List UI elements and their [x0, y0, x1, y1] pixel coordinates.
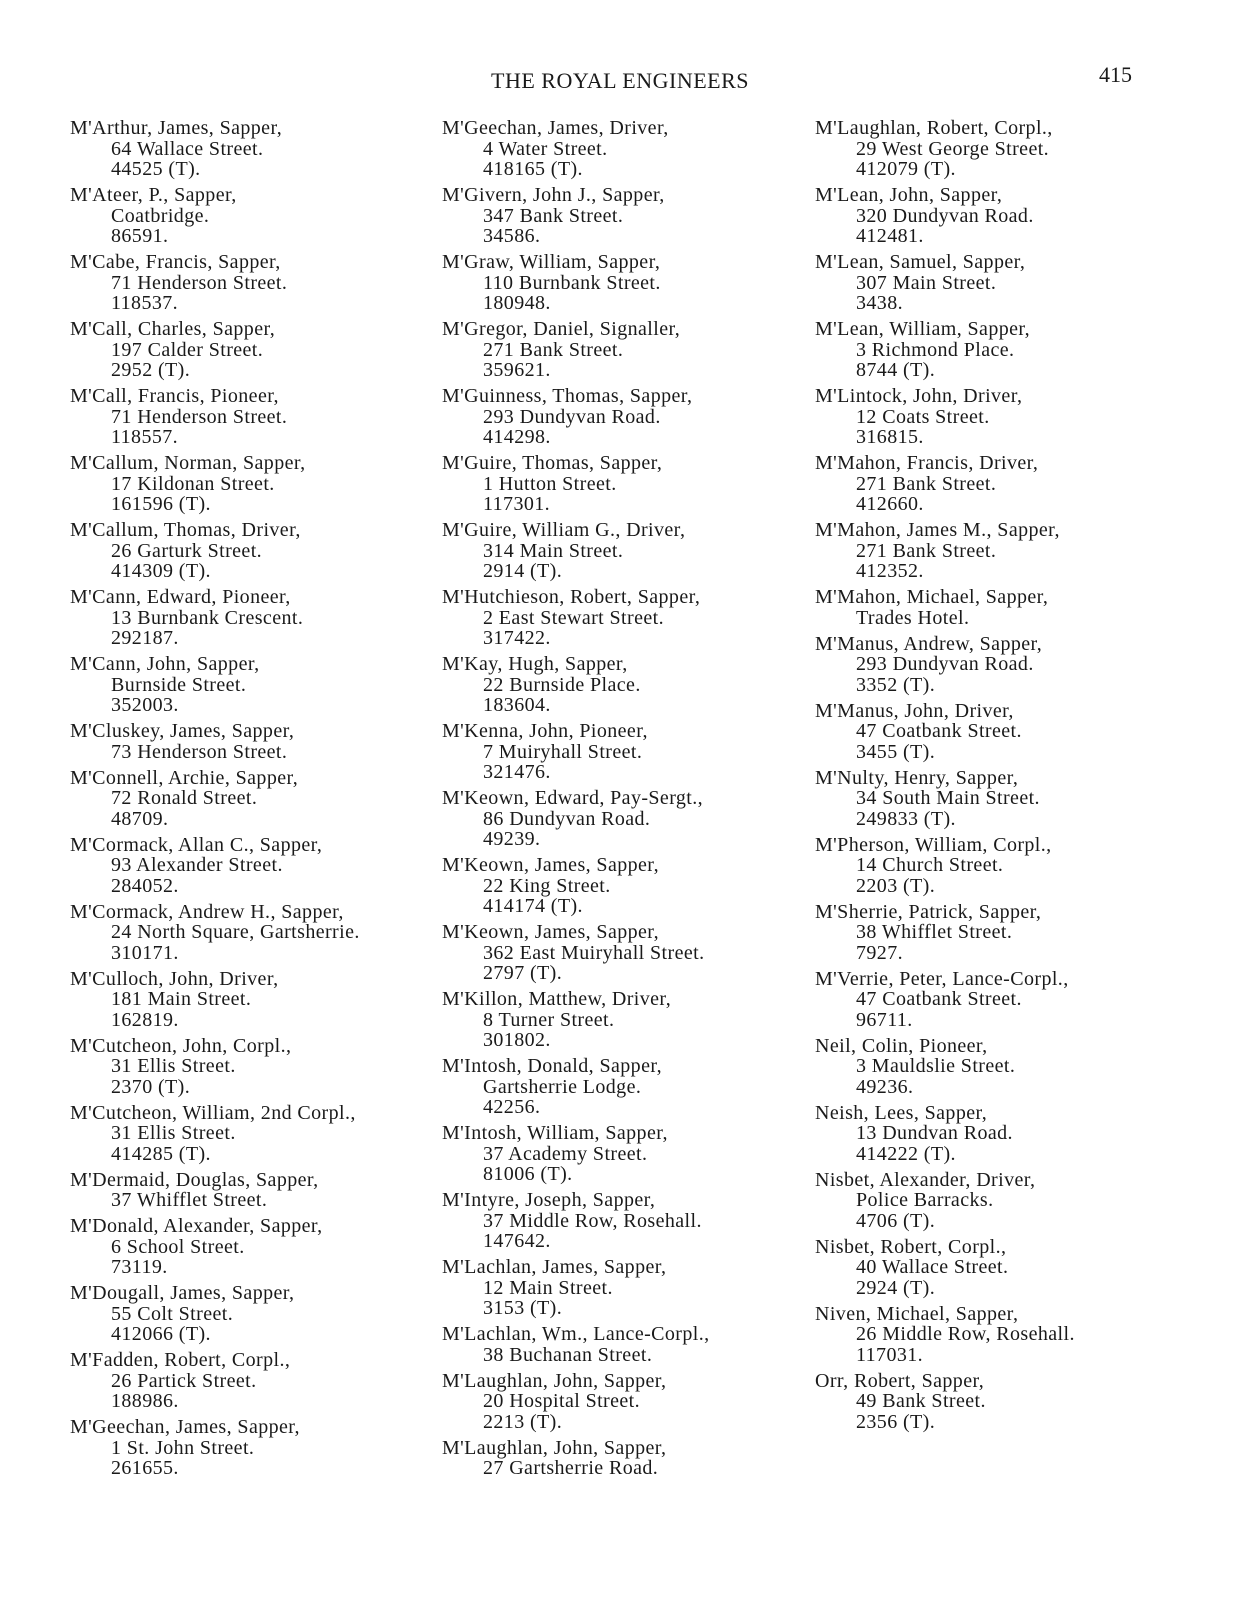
entry-name: Neish, Lees, Sapper, — [815, 1101, 988, 1124]
entry-service-number: 44525 (T). — [111, 158, 201, 180]
entry-service-number: 249833 (T). — [856, 807, 956, 830]
column-2 — [442, 118, 812, 1484]
entry-name: M'Graw, William, Sapper, — [442, 251, 661, 273]
page-number: 415 — [1099, 62, 1132, 87]
roster-entry — [442, 520, 812, 582]
entry-service-number: 414174 (T). — [483, 895, 583, 917]
entry-address: Police Barracks. — [856, 1189, 994, 1211]
entry-address: 93 Alexander Street. — [111, 854, 283, 876]
roster-entry — [815, 520, 1185, 582]
entry-name: M'Hutchieson, Robert, Sapper, — [442, 586, 701, 608]
entry-name: M'Verrie, Peter, Lance-Corpl., — [815, 967, 1069, 990]
roster-entry — [70, 252, 440, 314]
entry-service-number: 412352. — [856, 560, 924, 582]
roster-entry — [815, 835, 1185, 897]
entry-service-number: 414298. — [483, 426, 551, 448]
roster-entry — [815, 453, 1185, 515]
entry-service-number: 2924 (T). — [856, 1276, 936, 1299]
entry-address: 20 Hospital Street. — [483, 1390, 641, 1412]
entry-service-number: 7927. — [856, 941, 903, 964]
entry-name: Nisbet, Robert, Corpl., — [815, 1235, 1007, 1258]
entry-service-number: 117031. — [856, 1343, 924, 1366]
entry-service-number: 352003. — [111, 694, 179, 716]
entry-address: 34 South Main Street. — [856, 787, 1040, 809]
roster-entry — [442, 922, 812, 984]
entry-service-number: 317422. — [483, 627, 551, 649]
roster-entry — [442, 587, 812, 649]
entry-name: M'Callum, Norman, Sapper, — [70, 452, 306, 474]
roster-entry — [815, 185, 1185, 247]
entry-name: M'Guire, William G., Driver, — [442, 519, 686, 541]
roster-entry — [815, 1371, 1185, 1433]
roster-entry — [815, 118, 1185, 180]
roster-entry — [442, 386, 812, 448]
entry-service-number: 2797 (T). — [483, 962, 563, 984]
column-3 — [815, 118, 1185, 1438]
entry-service-number: 3352 (T). — [856, 673, 936, 696]
roster-entry — [442, 185, 812, 247]
roster-entry — [70, 386, 440, 448]
roster-entry — [70, 520, 440, 582]
roster-entry — [70, 587, 440, 649]
entry-address: 17 Kildonan Street. — [111, 472, 275, 495]
roster-entry — [70, 1036, 440, 1098]
entry-service-number: 34586. — [483, 225, 541, 247]
entry-address: 13 Burnbank Crescent. — [111, 606, 304, 629]
entry-name: M'Kenna, John, Pioneer, — [442, 720, 648, 742]
entry-address: 271 Bank Street. — [856, 539, 997, 562]
roster-entry — [442, 1056, 812, 1118]
roster-entry — [442, 1190, 812, 1252]
entry-address: 24 North Square, Gartsherrie. — [111, 921, 360, 943]
entry-address: Trades Hotel. — [856, 606, 970, 629]
entry-name: M'Cormack, Andrew H., Sapper, — [70, 900, 344, 923]
entry-name: M'Donald, Alexander, Sapper, — [70, 1215, 323, 1237]
entry-service-number: 81006 (T). — [483, 1163, 573, 1185]
entry-service-number: 4706 (T). — [856, 1209, 936, 1232]
entry-name: M'Cann, John, Sapper, — [70, 653, 260, 675]
entry-name: M'Mahon, Francis, Driver, — [815, 452, 1039, 474]
roster-entry — [442, 453, 812, 515]
roster-entry — [815, 319, 1185, 381]
roster-entry — [815, 768, 1185, 830]
entry-service-number: 147642. — [483, 1230, 551, 1252]
roster-entry — [442, 1371, 812, 1433]
entry-name: M'Mahon, Michael, Sapper, — [815, 586, 1049, 608]
entry-service-number: 412660. — [856, 493, 924, 515]
entry-address: 86 Dundyvan Road. — [483, 807, 651, 830]
entry-name: M'Cabe, Francis, Sapper, — [70, 251, 281, 273]
entry-address: Gartsherrie Lodge. — [483, 1075, 642, 1098]
entry-name: M'Guinness, Thomas, Sapper, — [442, 385, 693, 407]
roster-entry — [70, 185, 440, 247]
entry-address: 14 Church Street. — [856, 854, 1004, 876]
entry-name: M'Geechan, James, Sapper, — [70, 1416, 300, 1438]
entry-address: 12 Coats Street. — [856, 405, 990, 428]
roster-entry — [442, 1257, 812, 1319]
roster-entry — [442, 788, 812, 850]
roster-entry — [442, 1324, 812, 1365]
entry-service-number: 2370 (T). — [111, 1075, 191, 1098]
entry-address: 37 Middle Row, Rosehall. — [483, 1209, 702, 1232]
roster-entry — [70, 768, 440, 830]
roster-entry — [815, 701, 1185, 763]
entry-name: M'Laughlan, John, Sapper, — [442, 1369, 667, 1392]
entry-address: 197 Calder Street. — [111, 338, 264, 361]
entry-address: 37 Academy Street. — [483, 1142, 648, 1165]
roster-entry — [70, 1350, 440, 1412]
entry-service-number: 412481. — [856, 225, 924, 247]
entry-name: M'Killon, Matthew, Driver, — [442, 988, 672, 1010]
entry-address: Coatbridge. — [111, 204, 210, 227]
entry-name: M'Cutcheon, John, Corpl., — [70, 1034, 292, 1057]
entry-address: 3 Mauldslie Street. — [856, 1055, 1016, 1077]
entry-service-number: 180948. — [483, 292, 551, 314]
entry-service-number: 284052. — [111, 874, 179, 897]
entry-name: M'Connell, Archie, Sapper, — [70, 766, 299, 789]
entry-service-number: 162819. — [111, 1008, 179, 1031]
entry-name: M'Lean, John, Sapper, — [815, 184, 1003, 206]
entry-address: 2 East Stewart Street. — [483, 606, 664, 629]
entry-service-number: 3153 (T). — [483, 1297, 563, 1319]
roster-entry — [815, 1036, 1185, 1098]
entry-service-number: 359621. — [483, 359, 551, 381]
entry-address: 40 Wallace Street. — [856, 1256, 1009, 1278]
entry-service-number: 161596 (T). — [111, 493, 211, 515]
entry-name: M'Laughlan, Robert, Corpl., — [815, 117, 1053, 139]
entry-address: 38 Whifflet Street. — [856, 921, 1013, 943]
entry-address: 31 Ellis Street. — [111, 1055, 236, 1077]
entry-service-number: 414309 (T). — [111, 560, 211, 582]
roster-entry — [70, 1103, 440, 1165]
entry-address: 71 Henderson Street. — [111, 271, 288, 294]
entry-name: M'Laughlan, John, Sapper, — [442, 1436, 667, 1459]
entry-service-number: 414222 (T). — [856, 1142, 956, 1165]
entry-address: 293 Dundyvan Road. — [856, 653, 1034, 675]
entry-service-number: 2213 (T). — [483, 1410, 563, 1433]
entry-name: M'Dougall, James, Sapper, — [70, 1282, 295, 1304]
entry-address: 12 Main Street. — [483, 1276, 613, 1299]
entry-address: 271 Bank Street. — [483, 338, 624, 361]
entry-name: M'Sherrie, Patrick, Sapper, — [815, 900, 1042, 923]
entry-service-number: 188986. — [111, 1390, 179, 1412]
entry-service-number: 412079 (T). — [856, 158, 956, 180]
entry-service-number: 2203 (T). — [856, 874, 936, 897]
roster-entry — [70, 1216, 440, 1278]
entry-name: M'Cluskey, James, Sapper, — [70, 720, 295, 742]
entry-service-number: 418165 (T). — [483, 158, 583, 180]
roster-entry — [70, 835, 440, 897]
roster-entry — [70, 319, 440, 381]
roster-entry — [70, 1170, 440, 1211]
entry-name: M'Lean, William, Sapper, — [815, 318, 1031, 340]
entry-address: 64 Wallace Street. — [111, 137, 264, 160]
entry-service-number: 86591. — [111, 225, 169, 247]
roster-entry — [815, 634, 1185, 696]
entry-address: 271 Bank Street. — [856, 472, 997, 495]
column-1 — [70, 118, 440, 1484]
roster-entry — [70, 453, 440, 515]
entry-address: 22 King Street. — [483, 874, 611, 897]
entry-address: 47 Coatbank Street. — [856, 720, 1022, 742]
entry-name: M'Kay, Hugh, Sapper, — [442, 653, 628, 675]
entry-address: 13 Dundvan Road. — [856, 1122, 1013, 1144]
entry-service-number: 49239. — [483, 828, 541, 850]
roster-entry — [442, 252, 812, 314]
entry-address: 320 Dundyvan Road. — [856, 204, 1034, 227]
roster-entry — [815, 1237, 1185, 1299]
roster-entry — [815, 252, 1185, 314]
entry-name: Niven, Michael, Sapper, — [815, 1302, 1019, 1325]
roster-entry — [442, 989, 812, 1051]
page-header — [0, 62, 1240, 108]
entry-name: M'Callum, Thomas, Driver, — [70, 519, 301, 541]
entry-name: M'Manus, John, Driver, — [815, 699, 1014, 722]
entry-service-number: 49236. — [856, 1075, 914, 1098]
entry-address: Burnside Street. — [111, 673, 247, 696]
roster-entry — [815, 1103, 1185, 1165]
entry-service-number: 2914 (T). — [483, 560, 563, 582]
entry-name: M'Keown, Edward, Pay-Sergt., — [442, 787, 704, 809]
entry-service-number: 8744 (T). — [856, 359, 936, 381]
entry-service-number: 316815. — [856, 426, 924, 448]
entry-address: 347 Bank Street. — [483, 204, 624, 227]
entry-address: 55 Colt Street. — [111, 1302, 234, 1325]
entry-address: 4 Water Street. — [483, 137, 608, 160]
roster-entry — [442, 654, 812, 716]
entry-address: 38 Buchanan Street. — [483, 1343, 653, 1366]
entry-address: 293 Dundyvan Road. — [483, 405, 661, 428]
roster-entry — [442, 319, 812, 381]
entry-address: 26 Middle Row, Rosehall. — [856, 1323, 1075, 1345]
entry-name: M'Cann, Edward, Pioneer, — [70, 586, 291, 608]
entry-address: 8 Turner Street. — [483, 1008, 615, 1031]
entry-address: 3 Richmond Place. — [856, 338, 1015, 361]
entry-name: M'Intyre, Joseph, Sapper, — [442, 1189, 656, 1211]
entry-name: Nisbet, Alexander, Driver, — [815, 1168, 1036, 1191]
entry-service-number: 118557. — [111, 426, 179, 448]
entry-name: M'Intosh, Donald, Sapper, — [442, 1055, 662, 1077]
entry-address: 49 Bank Street. — [856, 1390, 986, 1412]
entry-name: M'Arthur, James, Sapper, — [70, 117, 283, 139]
roster-entry — [442, 721, 812, 783]
entry-service-number: 118537. — [111, 292, 179, 314]
entry-address: 307 Main Street. — [856, 271, 997, 294]
roster-entry — [815, 386, 1185, 448]
roster-entry — [70, 969, 440, 1031]
entry-address: 26 Partick Street. — [111, 1369, 257, 1392]
roster-entry — [815, 587, 1185, 628]
entry-name: M'Call, Charles, Sapper, — [70, 318, 276, 340]
entry-name: M'Geechan, James, Driver, — [442, 117, 669, 139]
roster-entry — [442, 855, 812, 917]
entry-address: 37 Whifflet Street. — [111, 1189, 268, 1211]
entry-address: 22 Burnside Place. — [483, 673, 641, 696]
entry-address: 6 School Street. — [111, 1235, 245, 1258]
entry-address: 72 Ronald Street. — [111, 787, 258, 809]
entry-service-number: 73119. — [111, 1256, 168, 1278]
entry-name: M'Lean, Samuel, Sapper, — [815, 251, 1026, 273]
roster-entry — [442, 1438, 812, 1479]
entry-service-number: 96711. — [856, 1008, 913, 1031]
entry-address: 71 Henderson Street. — [111, 405, 288, 428]
running-title: THE ROYAL ENGINEERS — [491, 68, 749, 93]
entry-name: M'Intosh, William, Sapper, — [442, 1122, 668, 1144]
roster-entry — [815, 902, 1185, 964]
entry-address: 181 Main Street. — [111, 988, 252, 1010]
entry-service-number: 321476. — [483, 761, 551, 783]
roster-entry — [70, 902, 440, 964]
roster-entry — [70, 721, 440, 762]
entry-name: M'Pherson, William, Corpl., — [815, 833, 1052, 856]
entry-name: M'Mahon, James M., Sapper, — [815, 519, 1060, 541]
roster-entry — [70, 1283, 440, 1345]
entry-name: M'Lintock, John, Driver, — [815, 385, 1023, 407]
entry-address: 362 East Muiryhall Street. — [483, 941, 705, 964]
entry-service-number: 292187. — [111, 627, 179, 649]
entry-name: M'Guire, Thomas, Sapper, — [442, 452, 663, 474]
roster-entry — [442, 1123, 812, 1185]
entry-name: M'Cormack, Allan C., Sapper, — [70, 833, 323, 856]
roster-entry — [70, 654, 440, 716]
entry-service-number: 183604. — [483, 694, 551, 716]
entry-name: M'Fadden, Robert, Corpl., — [70, 1349, 291, 1371]
entry-service-number: 3455 (T). — [856, 740, 936, 763]
entry-service-number: 48709. — [111, 807, 169, 830]
entry-address: 314 Main Street. — [483, 539, 624, 562]
entry-service-number: 42256. — [483, 1096, 541, 1118]
entry-name: M'Culloch, John, Driver, — [70, 967, 279, 990]
entry-address: 1 St. John Street. — [111, 1436, 255, 1459]
entry-service-number: 261655. — [111, 1457, 179, 1479]
roster-entry — [815, 1170, 1185, 1232]
entry-name: M'Keown, James, Sapper, — [442, 921, 659, 943]
entry-name: M'Gregor, Daniel, Signaller, — [442, 318, 681, 340]
entry-address: 73 Henderson Street. — [111, 740, 288, 763]
entry-name: M'Lachlan, Wm., Lance-Corpl., — [442, 1323, 710, 1345]
entry-name: M'Givern, John J., Sapper, — [442, 184, 665, 206]
entry-name: M'Call, Francis, Pioneer, — [70, 385, 279, 407]
entry-name: M'Cutcheon, William, 2nd Corpl., — [70, 1101, 356, 1124]
entry-address: 29 West George Street. — [856, 137, 1050, 160]
entry-service-number: 414285 (T). — [111, 1142, 211, 1165]
entry-name: M'Lachlan, James, Sapper, — [442, 1256, 667, 1278]
entry-address: 31 Ellis Street. — [111, 1122, 236, 1144]
roster-entry — [815, 1304, 1185, 1366]
entry-name: M'Dermaid, Douglas, Sapper, — [70, 1168, 319, 1191]
roster-entry — [815, 969, 1185, 1031]
entry-address: 110 Burnbank Street. — [483, 271, 661, 294]
entry-name: M'Nulty, Henry, Sapper, — [815, 766, 1019, 789]
entry-service-number: 412066 (T). — [111, 1323, 211, 1345]
entry-service-number: 3438. — [856, 292, 903, 314]
entry-address: 1 Hutton Street. — [483, 472, 617, 495]
entry-name: M'Manus, Andrew, Sapper, — [815, 632, 1043, 655]
entry-service-number: 301802. — [483, 1029, 551, 1051]
entry-address: 26 Garturk Street. — [111, 539, 263, 562]
entry-name: M'Keown, James, Sapper, — [442, 854, 659, 876]
entry-address: 7 Muiryhall Street. — [483, 740, 643, 763]
entry-address: 47 Coatbank Street. — [856, 988, 1022, 1010]
entry-service-number: 310171. — [111, 941, 179, 964]
roster-entry — [70, 118, 440, 180]
roster-entry — [70, 1417, 440, 1479]
roster-entry — [442, 118, 812, 180]
entry-service-number: 117301. — [483, 493, 551, 515]
entry-name: M'Ateer, P., Sapper, — [70, 184, 237, 206]
entry-address: 27 Gartsherrie Road. — [483, 1457, 659, 1479]
entry-service-number: 2356 (T). — [856, 1410, 936, 1433]
entry-service-number: 2952 (T). — [111, 359, 191, 381]
entry-name: Orr, Robert, Sapper, — [815, 1369, 985, 1392]
entry-name: Neil, Colin, Pioneer, — [815, 1034, 988, 1057]
